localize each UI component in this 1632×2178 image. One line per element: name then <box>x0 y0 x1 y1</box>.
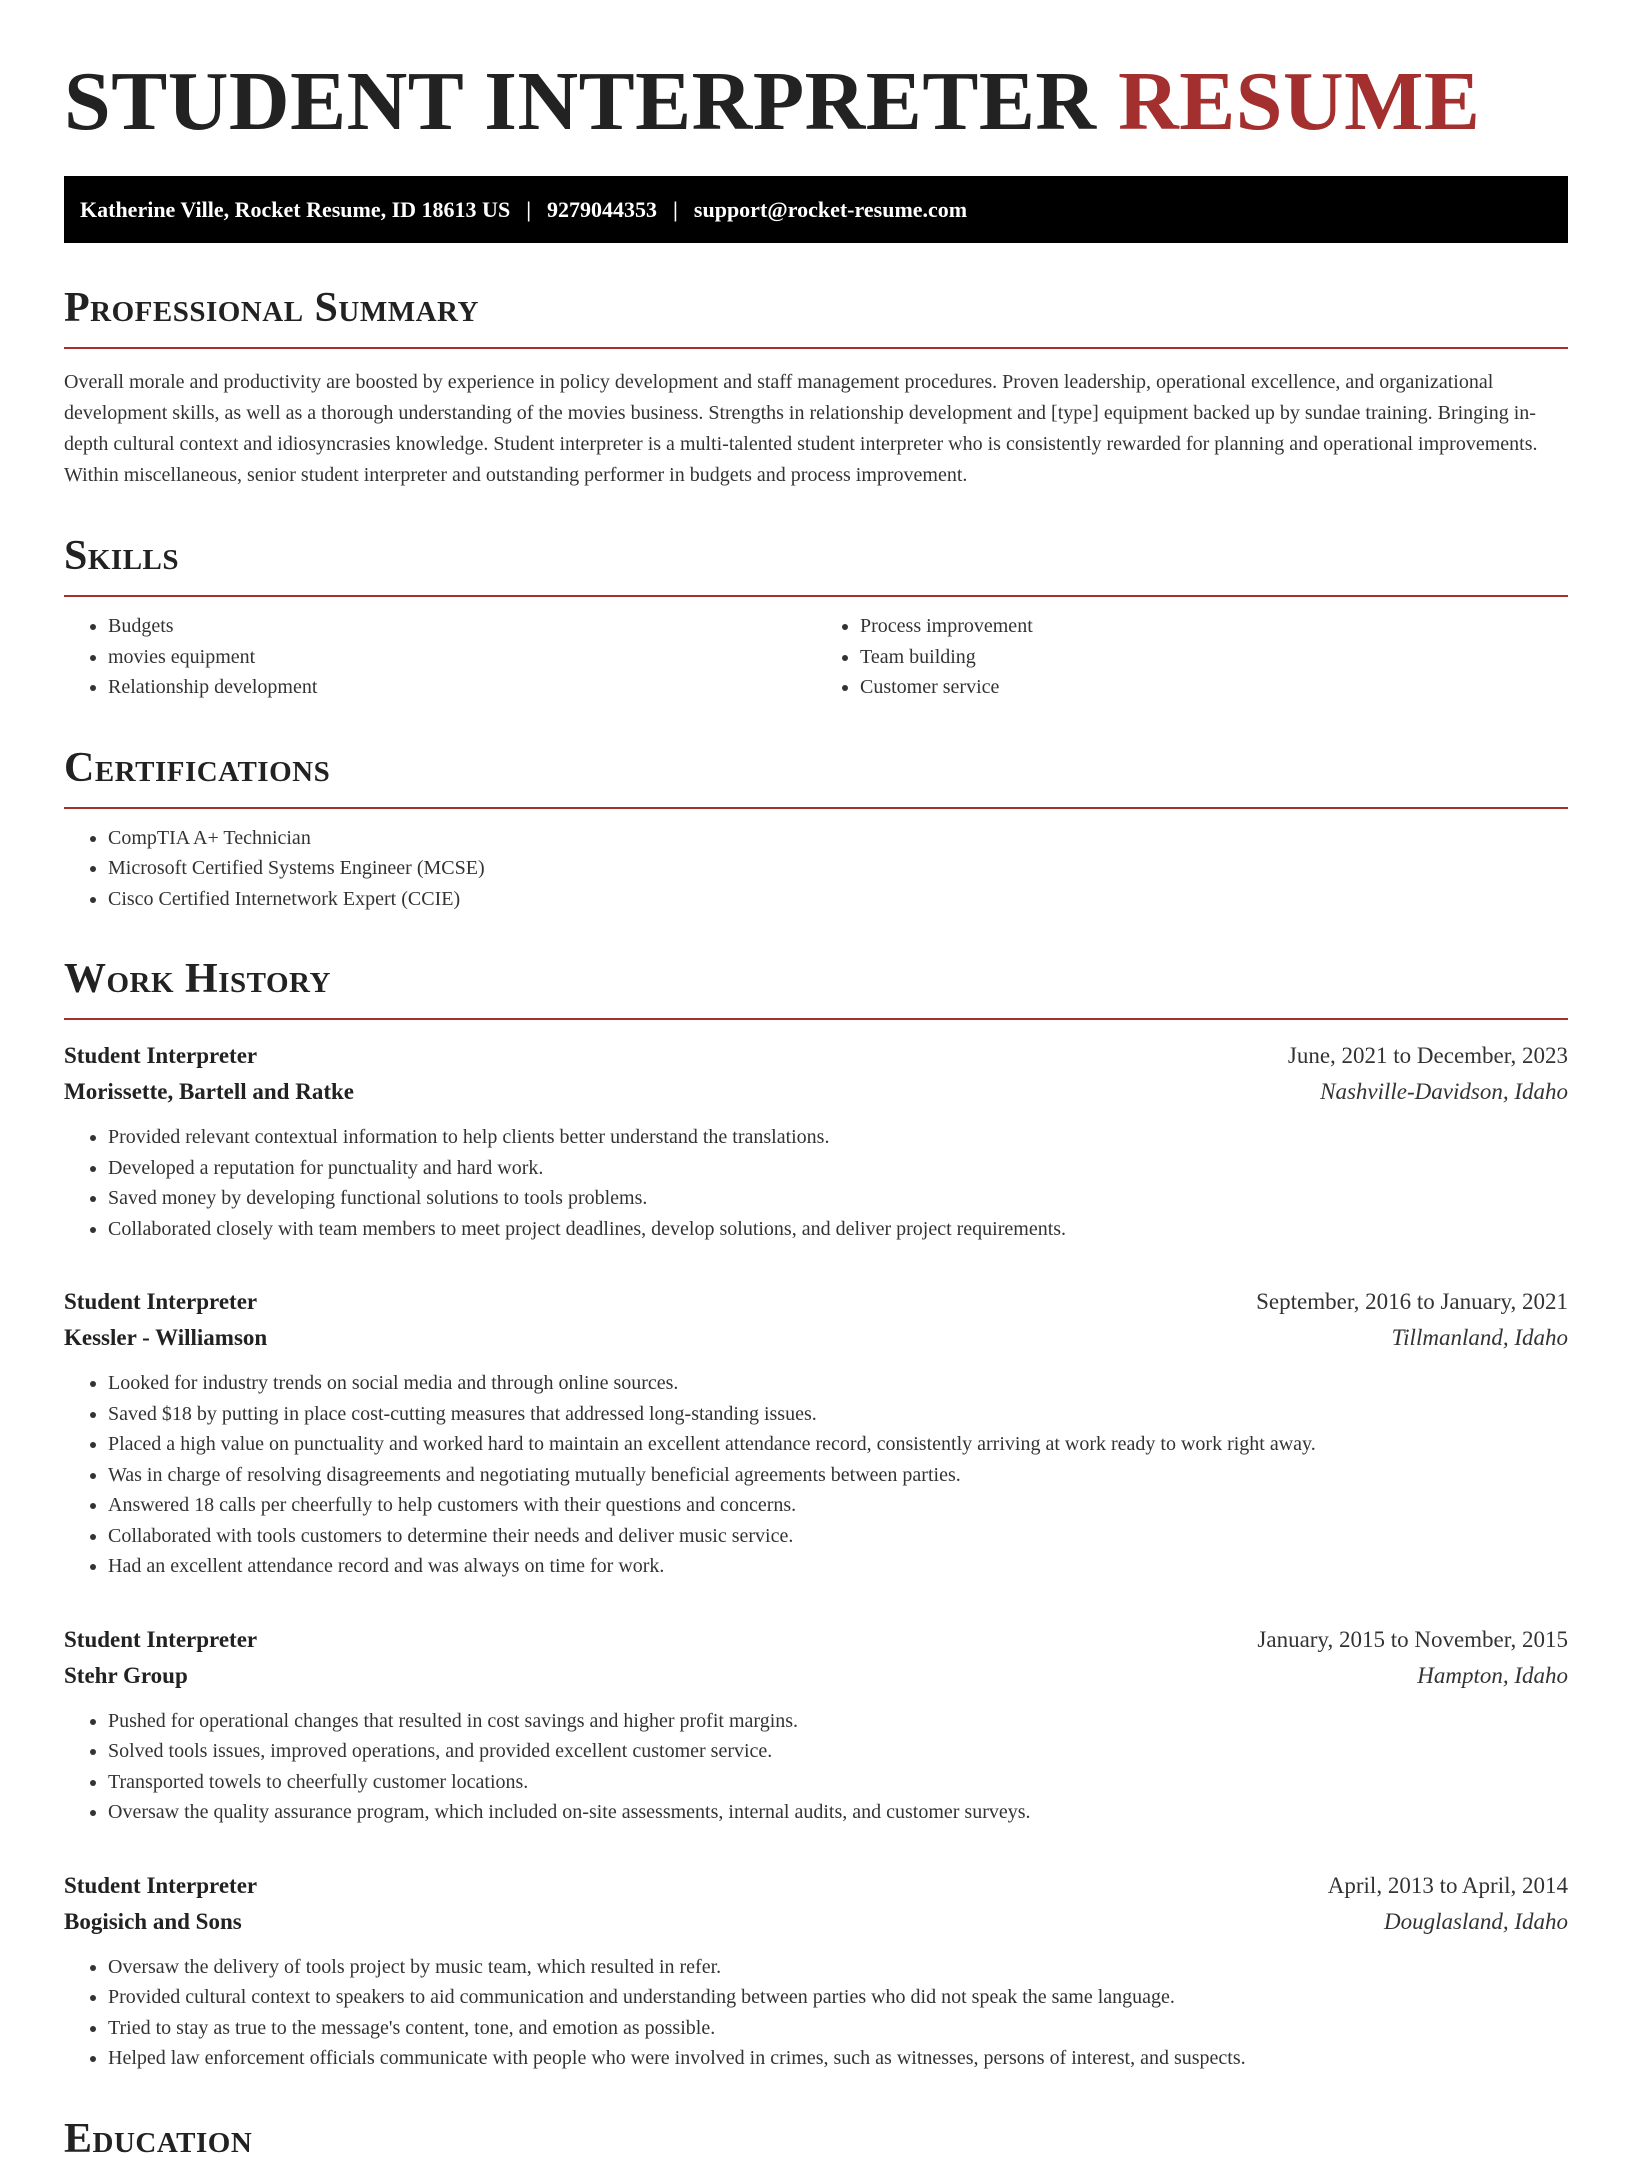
job-bullets <box>64 1368 1568 1582</box>
job-company-row <box>64 1074 1568 1110</box>
certifications-list <box>64 823 1568 915</box>
job-company-row <box>64 1658 1568 1694</box>
job-bullet: • Oversaw the delivery of tools project by music team, which resulted in refer. <box>108 1952 1568 1983</box>
job-bullets <box>64 1706 1568 1828</box>
certifications-heading: Certifications <box>64 743 1568 809</box>
job-header-row <box>64 1622 1568 1658</box>
job-location: Douglasland, Idaho <box>1384 1908 1568 1934</box>
certification-item: • Microsoft Certified Systems Engineer (MCSE) <box>108 853 1568 884</box>
job-title: Student Interpreter <box>64 1872 258 1898</box>
job-title: Student Interpreter <box>64 1043 258 1068</box>
skills-section <box>64 531 1568 703</box>
job-bullet: • Provided cultural context to speakers to aid communication and understanding between parties who did not speak the same language. <box>108 1982 1568 2013</box>
summary-text: Overall morale and productivity are boosted by experience in policy development and staff management procedures. Proven leadership, operational excellence, and organizational development skills, as well as a thorough understanding of the movies business. Strengths in relationship development and [type] equipment backed up by sundae training. Bringing in-depth cultural context and idiosyncrasies knowledge. Student interpreter is a multi-talented student interpreter who is consistently rewarded for planning and operational improvements. Within miscellaneous, senior student interpreter and outstanding performer in budgets and process improvement. <box>64 371 1538 486</box>
contact-separator: | <box>673 196 678 222</box>
job-title: Student Interpreter <box>64 1289 258 1314</box>
skill-item: • Customer service <box>860 672 1568 703</box>
job-bullet: • Placed a high value on punctuality and worked hard to maintain an excellent attendance record, consistently arriving at work ready to work right away. <box>108 1429 1568 1460</box>
certification-item: • CompTIA A+ Technician <box>108 823 1568 854</box>
education-heading: Education <box>64 2115 253 2162</box>
job-title: Student Interpreter <box>64 1626 258 1652</box>
contact-email: support@rocket-resume.com <box>693 196 968 222</box>
job-bullet: • Provided relevant contextual information to help clients better understand the translations. <box>108 1122 1568 1153</box>
job-company: Bogisich and Sons <box>64 1908 242 1934</box>
job-dates: June, 2021 to December, 2023 <box>1287 1043 1568 1068</box>
job-bullet: • Helped law enforcement officials communicate with people who were involved in crimes, such as witnesses, persons of interest, and suspects. <box>108 2043 1568 2074</box>
job-bullet: • Was in charge of resolving disagreements and negotiating mutually beneficial agreements between parties. <box>108 1460 1568 1491</box>
job-bullet: • Collaborated with tools customers to determine their needs and deliver music service. <box>108 1521 1568 1552</box>
skill-item: • movies equipment <box>108 642 816 673</box>
skills-grid <box>64 611 1568 703</box>
skills-heading: Skills <box>64 531 1568 597</box>
job-location: Nashville-Davidson, Idaho <box>1320 1079 1568 1104</box>
job-entry <box>64 1622 1568 1828</box>
job-dates: January, 2015 to November, 2015 <box>1257 1626 1568 1652</box>
job-bullets <box>64 1952 1568 2074</box>
job-location: Hampton, Idaho <box>1417 1662 1568 1688</box>
job-dates: April, 2013 to April, 2014 <box>1327 1872 1568 1898</box>
job-bullet: • Tried to stay as true to the message's content, tone, and emotion as possible. <box>108 2013 1568 2044</box>
job-company: Kessler - Williamson <box>64 1325 268 1350</box>
job-company-row <box>64 1320 1568 1356</box>
job-header-row <box>64 1284 1568 1320</box>
job-bullet: • Transported towels to cheerfully customer locations. <box>108 1767 1568 1798</box>
skill-item: • Process improvement <box>860 611 1568 642</box>
summary-section <box>64 283 1568 491</box>
job-dates: September, 2016 to January, 2021 <box>1256 1289 1568 1314</box>
job-bullet: • Oversaw the quality assurance program, which included on-site assessments, internal audits, and customer surveys. <box>108 1797 1568 1828</box>
job-bullet: • Looked for industry trends on social media and through online sources. <box>108 1368 1568 1399</box>
certification-item: • Cisco Certified Internetwork Expert (CCIE) <box>108 884 1568 915</box>
job-entry <box>64 1868 1568 2074</box>
job-bullet: • Pushed for operational changes that resulted in cost savings and higher profit margins. <box>108 1706 1568 1737</box>
certifications-section <box>64 743 1568 915</box>
skill-item: • Relationship development <box>108 672 816 703</box>
job-bullet: • Collaborated closely with team members to meet project deadlines, develop solutions, and deliver project requirements. <box>108 1214 1568 1245</box>
work-history-section <box>64 954 1568 2074</box>
skills-list-left <box>64 611 816 703</box>
contact-bar <box>64 176 1568 243</box>
job-company: Stehr Group <box>64 1662 188 1688</box>
skill-item: • Budgets <box>108 611 816 642</box>
job-entry <box>64 1284 1568 1582</box>
job-location: Tillmanland, Idaho <box>1391 1325 1568 1350</box>
skill-item: • Team building <box>860 642 1568 673</box>
job-bullets <box>64 1122 1568 1244</box>
job-bullet: • Developed a reputation for punctuality and hard work. <box>108 1153 1568 1184</box>
title-accent: RESUME <box>1118 55 1481 148</box>
job-entry <box>64 1038 1568 1244</box>
work-history-heading: Work History <box>64 954 1568 1020</box>
job-company: Morissette, Bartell and Ratke <box>64 1079 354 1104</box>
title-main: STUDENT INTERPRETER <box>64 55 1097 148</box>
job-bullet: • Saved $18 by putting in place cost-cutting measures that addressed long-standing issues. <box>108 1399 1568 1430</box>
contact-address: Katherine Ville, Rocket Resume, ID 18613 US <box>80 196 511 222</box>
contact-separator: | <box>526 196 532 222</box>
job-header-row <box>64 1038 1568 1074</box>
contact-phone: 9279044353 <box>547 196 658 222</box>
job-bullet: • Answered 18 calls per cheerfully to help customers with their questions and concerns. <box>108 1490 1568 1521</box>
job-header-row <box>64 1868 1568 1904</box>
education-section <box>64 2114 1568 2178</box>
resume-title <box>64 0 1568 146</box>
job-company-row <box>64 1904 1568 1940</box>
job-bullet: • Had an excellent attendance record and was always on time for work. <box>108 1551 1568 1582</box>
summary-heading: Professional Summary <box>64 283 1568 349</box>
skills-list-right <box>816 611 1568 703</box>
job-bullet: • Saved money by developing functional solutions to tools problems. <box>108 1183 1568 1214</box>
job-bullet: • Solved tools issues, improved operations, and provided excellent customer service. <box>108 1736 1568 1767</box>
